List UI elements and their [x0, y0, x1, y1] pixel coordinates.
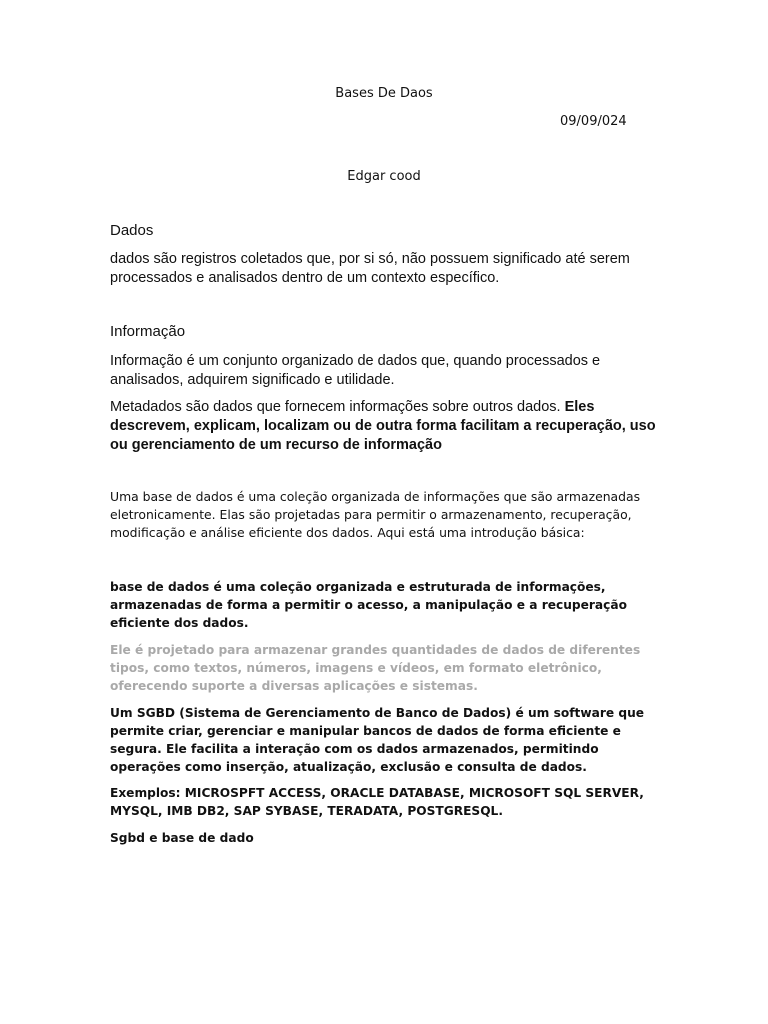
paragraph-sgbd-base: Sgbd e base de dado	[110, 831, 254, 845]
paragraph-informacao: Informação é um conjunto organizado de dados que, quando processados e analisados, adquirem significado e utilidade.	[110, 353, 601, 388]
paragraph-metadados	[110, 398, 670, 455]
paragraph-sgbd: Um SGBD (Sistema de Gerenciamento de Banco de Dados) é um software que permite criar, gerenciar e manipular bancos de dados de forma eficiente e segura. Ele facilita a interação com os dados armazenados, permitindo operações como inserção, atualização, exclusão e consulta de dados.	[110, 706, 645, 774]
document-date: 09/09/024	[560, 114, 627, 129]
document-author: Edgar cood	[347, 169, 421, 184]
metadados-bold-text: Eles descrevem, explicam, localizam ou de outra forma facilitam a recuperação, uso ou gerenciamento de um recurso de informação	[110, 399, 656, 453]
paragraph-base-intro: Uma base de dados é uma coleção organizada de informações que são armazenadas eletronicamente. Elas são projetadas para permitir o armazenamento, recuperação, modificação e análise eficiente dos dados. Aqui está uma introdução básica:	[110, 489, 641, 540]
heading-dados: Dados	[110, 222, 154, 239]
paragraph-dados: dados são registros coletados que, por si só, não possuem significado até serem processados e analisados dentro de um contexto específico.	[110, 251, 630, 286]
paragraph-base-storage: Ele é projetado para armazenar grandes quantidades de dados de diferentes tipos, como textos, números, imagens e vídeos, em formato eletrônico, oferecendo suporte a diversas aplicações e sistemas.	[110, 643, 641, 693]
paragraph-base-definition: base de dados é uma coleção organizada e estruturada de informações, armazenadas de forma a permitir o acesso, a manipulação e a recuperação eficiente dos dados.	[110, 580, 627, 630]
paragraph-exemplos: Exemplos: MICROSPFT ACCESS, ORACLE DATABASE, MICROSOFT SQL SERVER, MYSQL, IMB DB2, SAP SYBASE, TERADATA, POSTGRESQL.	[110, 786, 644, 818]
heading-informacao: Informação	[110, 323, 186, 340]
metadados-plain-text: Metadados são dados que fornecem informações sobre outros dados.	[110, 399, 565, 415]
document-title: Bases De Daos	[335, 86, 433, 101]
